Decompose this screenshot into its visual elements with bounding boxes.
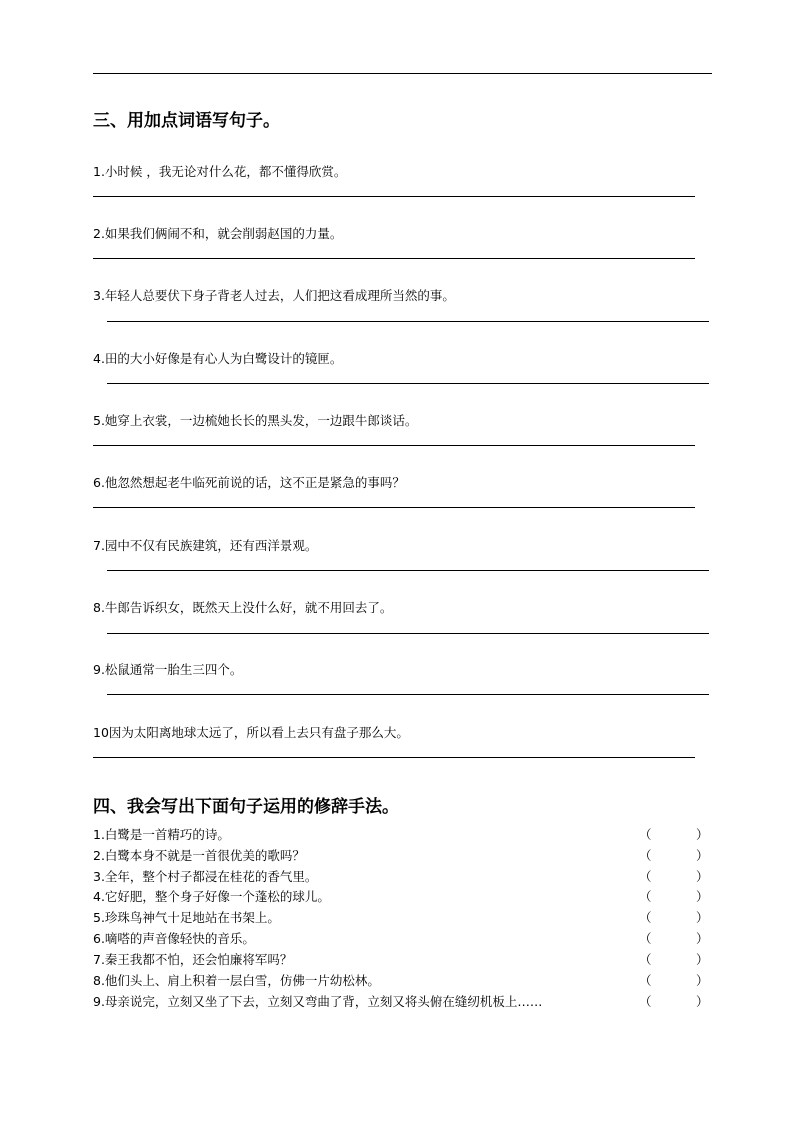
answer-paren-open-5[interactable]: （ bbox=[639, 910, 652, 925]
answer-paren-open-7[interactable]: （ bbox=[639, 952, 652, 967]
header-rule bbox=[93, 73, 712, 74]
rhetoric-item-7: 7.秦王我都不怕，还会怕廉将军吗？ bbox=[93, 952, 293, 967]
question-10: 10因为太阳离地球太远了，所以看上去只有盘子那么大。 bbox=[93, 725, 409, 740]
answer-paren-close-7: ） bbox=[696, 952, 709, 967]
answer-line-7[interactable] bbox=[107, 570, 709, 571]
rhetoric-item-4: 4.它好肥，整个身子好像一个蓬松的球儿。 bbox=[93, 889, 330, 904]
rhetoric-item-3: 3.全年，整个村子都浸在桂花的香气里。 bbox=[93, 869, 318, 884]
question-1: 1.小时候 ，我无论对什么花，都不懂得欣赏。 bbox=[93, 164, 347, 179]
answer-paren-close-3: ） bbox=[696, 869, 709, 884]
answer-paren-open-4[interactable]: （ bbox=[639, 889, 652, 904]
question-4: 4.田的大小好像是有心人为白鹭设计的镜匣。 bbox=[93, 351, 343, 366]
question-9: 9.松鼠通常一胎生三四个。 bbox=[93, 662, 243, 677]
section-4-title: 四、我会写出下面句子运用的修辞手法。 bbox=[93, 797, 399, 817]
answer-paren-close-1: ） bbox=[696, 827, 709, 842]
answer-paren-close-5: ） bbox=[696, 910, 709, 925]
section-3-title: 三、用加点词语写句子。 bbox=[93, 111, 280, 131]
answer-paren-close-9: ） bbox=[696, 994, 709, 1009]
question-2: 2.如果我们俩闹不和，就会削弱赵国的力量。 bbox=[93, 226, 343, 241]
answer-paren-open-9[interactable]: （ bbox=[639, 994, 652, 1009]
answer-line-4[interactable] bbox=[107, 383, 709, 384]
answer-line-5[interactable] bbox=[93, 445, 695, 446]
rhetoric-item-8: 8.他们头上、肩上积着一层白雪，仿佛一片幼松林。 bbox=[93, 973, 380, 988]
answer-paren-open-1[interactable]: （ bbox=[639, 827, 652, 842]
answer-paren-open-2[interactable]: （ bbox=[639, 848, 652, 863]
answer-paren-close-6: ） bbox=[696, 931, 709, 946]
rhetoric-item-6: 6.嘀嗒的声音像轻快的音乐。 bbox=[93, 931, 255, 946]
rhetoric-item-9: 9.母亲说完，立刻又坐了下去，立刻又弯曲了背，立刻又将头俯在缝纫机板上…… bbox=[93, 994, 543, 1009]
answer-line-1[interactable] bbox=[93, 196, 695, 197]
answer-line-6[interactable] bbox=[93, 507, 695, 508]
rhetoric-item-1: 1.白鹭是一首精巧的诗。 bbox=[93, 827, 230, 842]
question-5: 5.她穿上衣裳，一边梳她长长的黑头发，一边跟牛郎谈话。 bbox=[93, 413, 418, 428]
answer-paren-open-6[interactable]: （ bbox=[639, 931, 652, 946]
answer-paren-open-3[interactable]: （ bbox=[639, 869, 652, 884]
answer-line-9[interactable] bbox=[107, 694, 709, 695]
question-8: 8.牛郎告诉织女，既然天上没什么好，就不用回去了。 bbox=[93, 600, 393, 615]
rhetoric-item-5: 5.珍珠鸟神气十足地站在书架上。 bbox=[93, 910, 280, 925]
answer-line-8[interactable] bbox=[107, 633, 709, 634]
answer-line-3[interactable] bbox=[107, 321, 709, 322]
answer-line-2[interactable] bbox=[93, 258, 695, 259]
question-6: 6.他忽然想起老牛临死前说的话，这不正是紧急的事吗？ bbox=[93, 475, 405, 490]
answer-line-10[interactable] bbox=[93, 757, 695, 758]
answer-paren-close-4: ） bbox=[696, 889, 709, 904]
answer-paren-close-8: ） bbox=[696, 973, 709, 988]
answer-paren-close-2: ） bbox=[696, 848, 709, 863]
answer-paren-open-8[interactable]: （ bbox=[639, 973, 652, 988]
rhetoric-item-2: 2.白鹭本身不就是一首很优美的歌吗？ bbox=[93, 848, 305, 863]
question-3: 3.年轻人总要伏下身子背老人过去，人们把这看成理所当然的事。 bbox=[93, 288, 455, 303]
question-7: 7.园中不仅有民族建筑，还有西洋景观。 bbox=[93, 538, 318, 553]
